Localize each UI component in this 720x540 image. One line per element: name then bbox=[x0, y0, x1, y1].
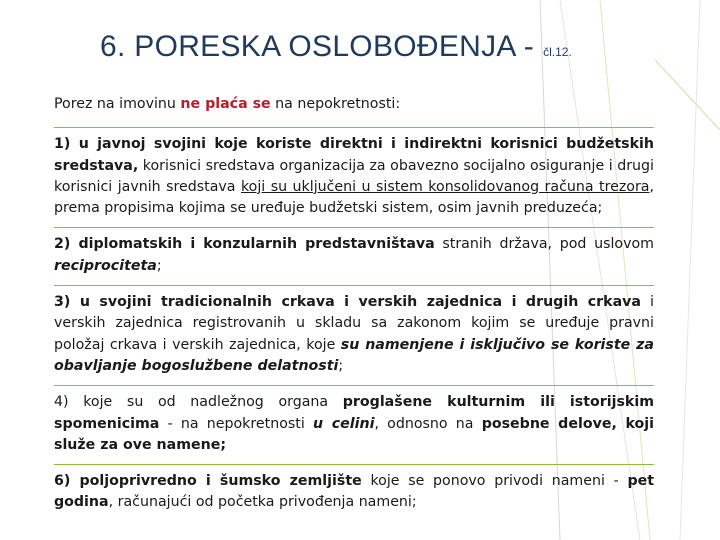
item4-bold-1: proglašene kulturnim ili istorijskim spomenicima bbox=[54, 394, 654, 432]
item6-body: koje se ponovo privodi nameni - bbox=[361, 473, 628, 490]
item4-tail: , koji služe za ove namene; bbox=[54, 415, 655, 453]
item2-lead: 2) diplomatskih i konzularnih predstavništava bbox=[54, 236, 435, 253]
list-item-1 bbox=[54, 134, 654, 219]
content-body bbox=[54, 94, 654, 522]
item2-body: stranih država, pod uslovom bbox=[434, 236, 654, 253]
list-item-6 bbox=[54, 471, 654, 514]
intro-before: Porez na imovinu bbox=[54, 96, 181, 112]
item3-body: i verskih zajednica registrovanih u skladu sa zakonom kojim se uređuje pravni položaj crkava i verskih zajednica, koje bbox=[54, 294, 654, 353]
item1-lead: 1) u javnoj svojini koje koriste direktni i indirektni korisnici budžetskih sredstava, bbox=[54, 136, 654, 174]
list-item-4 bbox=[54, 392, 654, 456]
item2-tail: ; bbox=[156, 257, 162, 274]
intro-highlight: ne plaća se bbox=[180, 96, 271, 112]
item3-lead: 3) u svojini tradicionalnih crkava i verskih zajednica i drugih crkava bbox=[54, 294, 642, 311]
intro-after: na nepokretnosti: bbox=[270, 96, 401, 112]
item6-lead: 6) poljoprivredno i šumsko zemljište bbox=[54, 473, 362, 490]
item3-tail: ; bbox=[338, 357, 344, 374]
item4-lead: 4) koje su od nadležnog organa bbox=[54, 394, 343, 411]
separator bbox=[54, 227, 654, 228]
separator bbox=[54, 285, 654, 286]
item1-body: korisnici sredstava organizacija za obavezno socijalno osiguranje i drugi korisnici javnih sredstava bbox=[54, 157, 654, 195]
item3-emphasis: su namenjene i isključivo se koriste za obavljanje bogoslužbene delatnosti bbox=[54, 336, 654, 374]
list-item-2 bbox=[54, 234, 654, 277]
intro-paragraph bbox=[54, 94, 654, 115]
item6-tail: , računajući od početka privođenja nameni; bbox=[108, 494, 417, 511]
list-item-3 bbox=[54, 292, 654, 377]
title-article: čl.12. bbox=[543, 45, 572, 59]
item2-emphasis: reciprociteta bbox=[54, 257, 157, 274]
item4-body-2: , odnosno na bbox=[374, 415, 482, 432]
item4-bold-2: posebne delove bbox=[481, 415, 612, 432]
item4-emphasis: u celini bbox=[313, 415, 375, 432]
item4-body: - na nepokretnosti bbox=[159, 415, 313, 432]
page-title bbox=[100, 30, 572, 64]
item1-underlined: koji su uključeni u sistem konsolidovanog računa trezora bbox=[240, 178, 650, 195]
item1-tail: , prema propisima kojima se uređuje budžetski sistem, osim javnih preduzeća; bbox=[54, 178, 654, 217]
separator bbox=[54, 385, 654, 386]
title-main: 6. PORESKA OSLOBOĐENJA - bbox=[100, 30, 535, 63]
item6-bold: pet godina bbox=[54, 473, 654, 511]
separator bbox=[54, 464, 654, 465]
separator bbox=[54, 127, 654, 128]
